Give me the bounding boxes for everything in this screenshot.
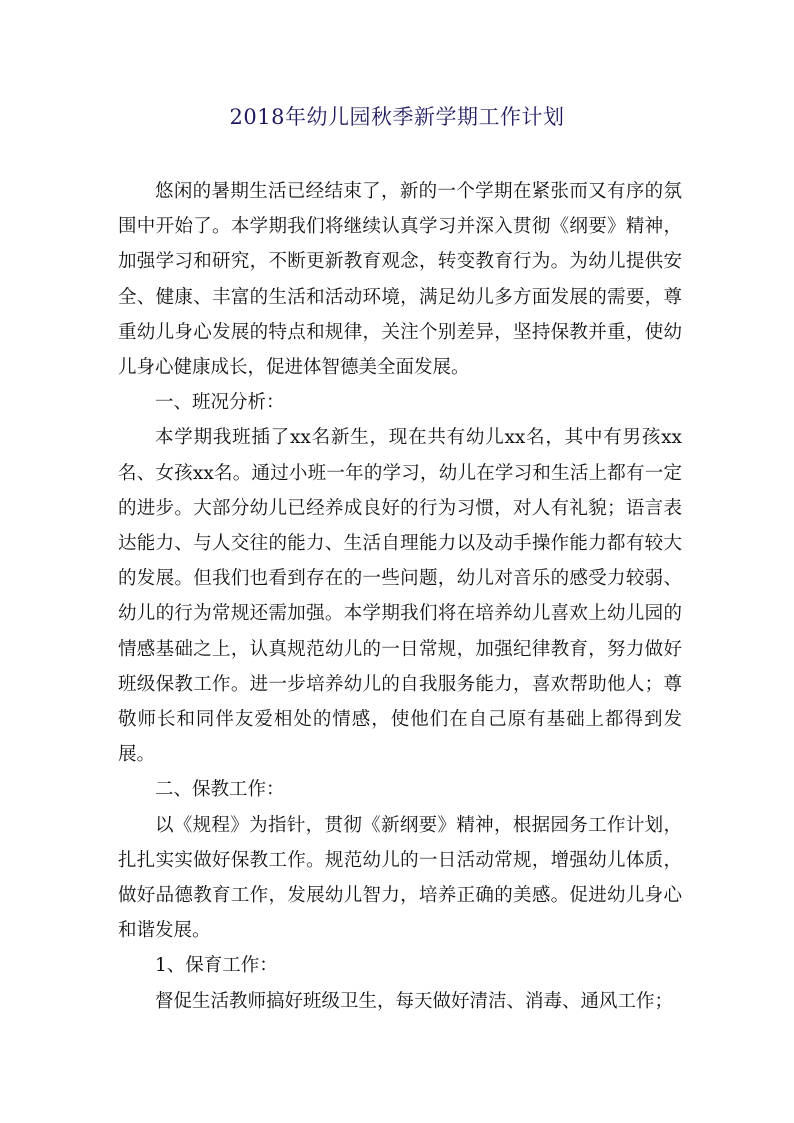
document-body — [118, 174, 682, 1019]
care-education-paragraph: 以《规程》为指针，贯彻《新纲要》精神，根据园务工作计划，扎扎实实做好保教工作。规范幼儿的一日活动常规，增强幼儿体质，做好品德教育工作，发展幼儿智力，培养正确的美感。促进幼儿身心和谐发展。 — [118, 814, 682, 942]
class-analysis-paragraph: 本学期我班插了xx名新生，现在共有幼儿xx名，其中有男孩xx名、女孩xx名。通过小班一年的学习，幼儿在学习和生活上都有一定的进步。大部分幼儿已经养成良好的行为习惯，对人有礼貌；语言表达能力、与人交往的能力、生活自理能力以及动手操作能力都有较大的发展。但我们也看到存在的一些问题，幼儿对音乐的感受力较弱、幼儿的行为常规还需加强。本学期我们将在培养幼儿喜欢上幼儿园的情感基础之上，认真规范幼儿的一日常规，加强纪律教育，努力做好班级保教工作。进一步培养幼儿的自我服务能力，喜欢帮助他人；尊敬师长和同伴友爱相处的情感，使他们在自己原有基础上都得到发展。 — [118, 427, 682, 766]
section-heading-care-education: 二、保教工作： — [155, 779, 285, 801]
section-heading-class-analysis: 一、班况分析： — [155, 392, 285, 414]
subsection-heading-care-work: 1、保育工作： — [155, 955, 278, 977]
document-title: 2018年幼儿园秋季新学期工作计划 — [229, 105, 565, 129]
intro-paragraph: 悠闲的暑期生活已经结束了，新的一个学期在紧张而又有序的氛围中开始了。本学期我们将继续认真学习并深入贯彻《纲要》精神，加强学习和研究，不断更新教育观念，转变教育行为。为幼儿提供安全、健康、丰富的生活和活动环境，满足幼儿多方面发展的需要，尊重幼儿身心发展的特点和规律，关注个别差异，坚持保教并重，使幼儿身心健康成长，促进体智德美全面发展。 — [118, 181, 682, 379]
care-work-paragraph: 督促生活教师搞好班级卫生，每天做好清洁、消毒、通风工作； — [155, 990, 674, 1012]
